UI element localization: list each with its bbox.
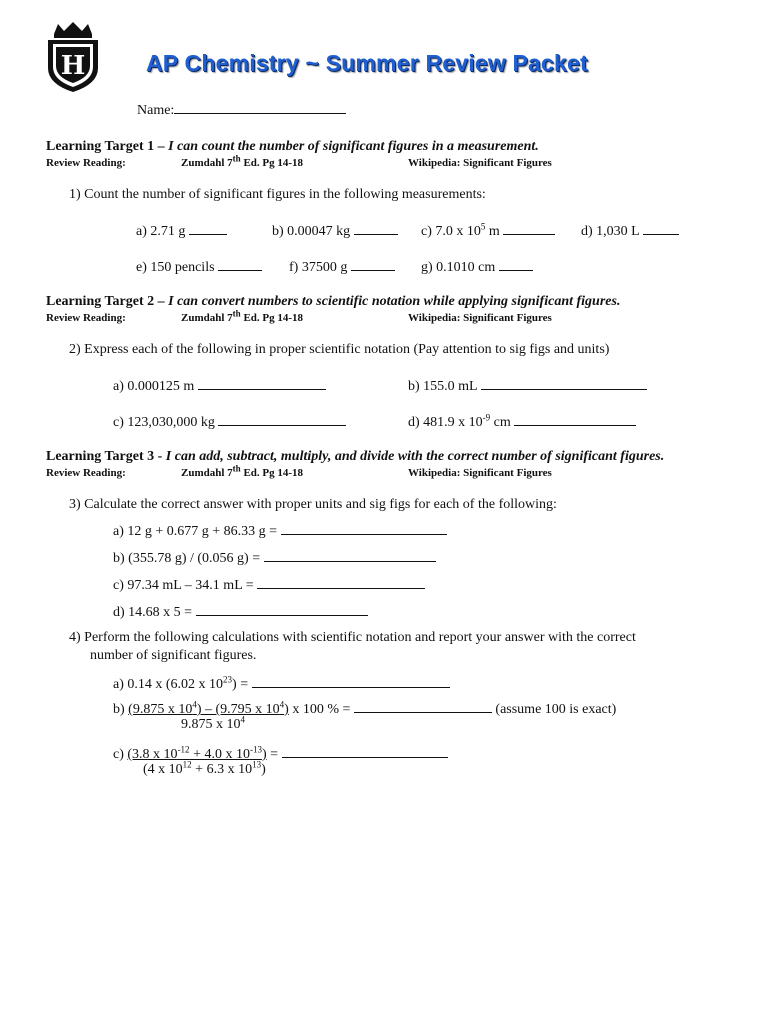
q3-answer-b[interactable] [264, 549, 436, 562]
q4-b-numerator: (9.875 x $10^4) - (9.795$ x $10^4$) [128, 699, 289, 717]
review-reading-2-zumdahl: Zumdahl 7th Ed. Pg 14-18 [181, 308, 304, 324]
page-title: AP Chemistry ~ Summer Review Packet [146, 50, 588, 76]
q1-item-g: g) 0.1010 cm [421, 258, 533, 276]
q4-item-a: a) 0.14 x (6.02 x $10^{23}$) = [113, 675, 450, 693]
svg-text:H: H [60, 51, 86, 81]
q1-answer-d[interactable] [643, 222, 679, 235]
q1-answer-c[interactable] [503, 222, 555, 235]
q2-item-d: d) 481.9 x $10^{-9}$ cm [408, 413, 636, 431]
q3-answer-d[interactable] [196, 603, 368, 616]
q3-item-b: b) (355.78 g) / (0.056 g) = [113, 549, 436, 567]
q1-item-e: e) 150 pencils [136, 258, 262, 276]
q1-answer-e[interactable] [218, 258, 262, 271]
q4-c-denominator: (4 x $10^{12} + 6.3$ x $10^{13}$) [143, 759, 266, 777]
q3-item-c: c) 97.34 mL – 34.1 mL = [113, 576, 425, 594]
review-reading-1-label: Review Reading: [46, 157, 126, 169]
learning-target-1-heading: Learning Target 1 – I can count the number of significant figures in a measurement. [46, 139, 539, 154]
q1-answer-f[interactable] [351, 258, 395, 271]
q1-item-d: d) 1,030 L [581, 222, 679, 240]
question-1-prompt: 1) Count the number of significant figures in the following measurements: [69, 187, 486, 202]
review-reading-2-wikipedia: Wikipedia: Significant Figures [408, 312, 552, 324]
q4-c-numerator: (3.8 x $10^{-12} + 4.0$ x $10^{-13}$) [127, 744, 267, 762]
q2-answer-a[interactable] [198, 377, 326, 390]
question-4-prompt-line2: number of significant figures. [90, 648, 257, 663]
q4-answer-a[interactable] [252, 675, 450, 688]
q3-item-d: d) 14.68 x 5 = [113, 603, 368, 621]
q2-answer-d[interactable] [514, 413, 636, 426]
q1-answer-b[interactable] [354, 222, 398, 235]
q2-item-a: a) 0.000125 m [113, 377, 326, 395]
review-reading-3-zumdahl: Zumdahl 7th Ed. Pg 14-18 [181, 463, 304, 479]
review-reading-2-label: Review Reading: [46, 312, 126, 324]
q2-item-b: b) 155.0 mL [408, 377, 647, 395]
q2-answer-c[interactable] [218, 413, 346, 426]
q3-answer-a[interactable] [281, 522, 447, 535]
q1-item-c: c) 7.0 x $10^5$ m [421, 222, 555, 240]
q4-answer-b[interactable] [354, 700, 492, 713]
learning-target-2-heading: Learning Target 2 – I can convert numbers to scientific notation while applying significant figures. [46, 294, 621, 309]
q4-item-b: b) (9.875 x $10^4) - (9.795$ x $10^4$) x 100 % = (assume 100 is exact) [113, 699, 617, 717]
q3-answer-c[interactable] [257, 576, 425, 589]
review-reading-1-zumdahl: Zumdahl 7th Ed. Pg 14-18 [181, 153, 304, 169]
review-reading-1-wikipedia: Wikipedia: Significant Figures [408, 157, 552, 169]
name-label: Name: [137, 103, 175, 118]
q1-answer-g[interactable] [499, 258, 533, 271]
q4-answer-c[interactable] [282, 745, 448, 758]
question-2-prompt: 2) Express each of the following in proper scientific notation (Pay attention to sig figs and units) [69, 342, 610, 357]
q1-answer-a[interactable] [189, 222, 227, 235]
q2-answer-b[interactable] [481, 377, 647, 390]
q2-item-c: c) 123,030,000 kg [113, 413, 346, 431]
q3-item-a: a) 12 g + 0.677 g + 86.33 g = [113, 522, 447, 540]
q4-b-denominator: 9.875 x $10^4$ [181, 714, 245, 732]
question-4-prompt-line1: 4) Perform the following calculations with scientific notation and report your answer with the correct [69, 630, 636, 645]
q1-item-f: f) 37500 g [289, 258, 395, 276]
question-3-prompt: 3) Calculate the correct answer with proper units and sig figs for each of the following: [69, 497, 557, 512]
q4-item-c: c) (3.8 x $10^{-12} + 4.0$ x $10^{-13}$) = [113, 745, 448, 763]
review-reading-3-wikipedia: Wikipedia: Significant Figures [408, 467, 552, 479]
q1-item-b: b) 0.00047 kg [272, 222, 398, 240]
name-field[interactable] [137, 101, 346, 119]
school-crest-logo [44, 20, 102, 94]
name-blank[interactable] [174, 101, 346, 114]
learning-target-3-heading: Learning Target 3 - I can add, subtract, multiply, and divide with the correct number of significant figures. [46, 449, 665, 464]
q1-item-a: a) 2.71 g [136, 222, 227, 240]
review-reading-3-label: Review Reading: [46, 467, 126, 479]
